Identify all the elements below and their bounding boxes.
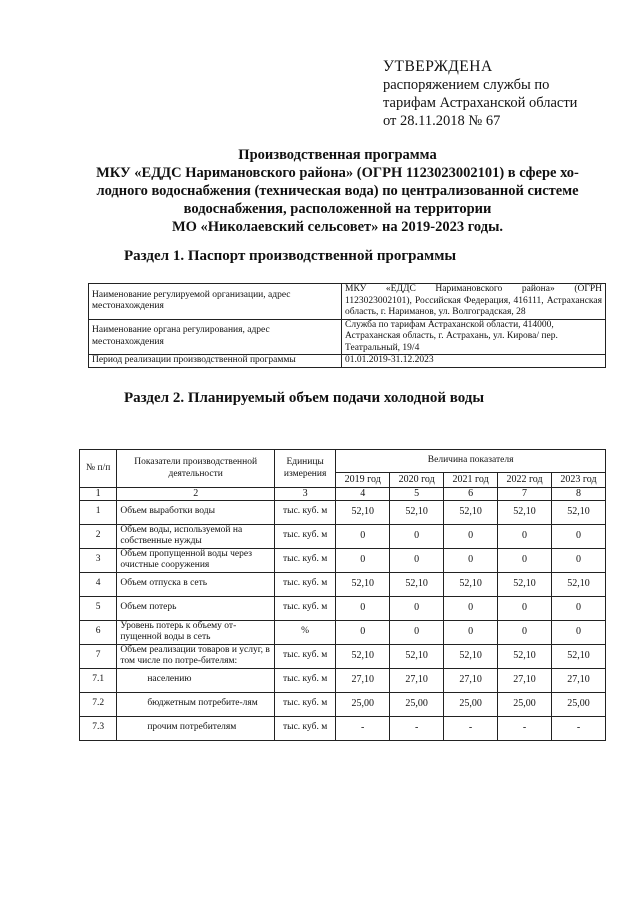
indicator-name: населению bbox=[117, 668, 275, 692]
value-cell: 0 bbox=[336, 548, 390, 572]
indicator-name: прочим потребителям bbox=[117, 716, 275, 740]
col-header-year: 2020 год bbox=[390, 473, 444, 488]
header-row bbox=[80, 450, 606, 473]
row-number: 4 bbox=[80, 572, 117, 596]
unit-cell: тыс. куб. м bbox=[275, 500, 336, 524]
table-row bbox=[80, 716, 606, 740]
value-cell: 0 bbox=[390, 548, 444, 572]
value-cell: 25,00 bbox=[390, 692, 444, 716]
value-cell: 52,10 bbox=[444, 644, 498, 668]
table-row bbox=[80, 596, 606, 620]
passport-value: 01.01.2019-31.12.2023 bbox=[342, 355, 606, 368]
value-cell: - bbox=[336, 716, 390, 740]
approval-line: тарифам Астраханской области bbox=[383, 95, 578, 111]
section-1-title: Раздел 1. Паспорт производственной программы bbox=[124, 248, 457, 264]
value-cell: 0 bbox=[444, 620, 498, 644]
value-cell: 52,10 bbox=[390, 572, 444, 596]
table-row bbox=[80, 620, 606, 644]
value-cell: 52,10 bbox=[336, 644, 390, 668]
value-cell: 0 bbox=[498, 548, 552, 572]
unit-cell: тыс. куб. м bbox=[275, 692, 336, 716]
volume-table bbox=[79, 449, 606, 741]
unit-cell: тыс. куб. м bbox=[275, 596, 336, 620]
value-cell: 0 bbox=[336, 596, 390, 620]
value-cell: 52,10 bbox=[498, 572, 552, 596]
row-number: 7.1 bbox=[80, 668, 117, 692]
unit-cell: тыс. куб. м bbox=[275, 524, 336, 548]
unit-cell: тыс. куб. м bbox=[275, 548, 336, 572]
value-cell: 52,10 bbox=[444, 572, 498, 596]
table-row bbox=[80, 644, 606, 668]
passport-value: Служба по тарифам Астраханской области, 414000, Астраханская область, г. Астрахань, ул. Кирова/ пер. Театральный, 19/4 bbox=[342, 319, 606, 355]
value-cell: 0 bbox=[551, 620, 605, 644]
document-title-line: Производственная программа bbox=[238, 147, 437, 163]
column-number: 1 bbox=[80, 488, 117, 501]
indicator-name: Объем отпуска в сеть bbox=[117, 572, 275, 596]
table-row bbox=[80, 548, 606, 572]
value-cell: 0 bbox=[498, 524, 552, 548]
section-2-title: Раздел 2. Планируемый объем подачи холодной воды bbox=[124, 390, 485, 406]
row-number: 2 bbox=[80, 524, 117, 548]
column-number: 8 bbox=[551, 488, 605, 501]
row-number: 7.2 bbox=[80, 692, 117, 716]
col-header-year: 2023 год bbox=[551, 473, 605, 488]
document-title-line: водоснабжения, расположенной на территории bbox=[183, 201, 492, 217]
value-cell: 0 bbox=[390, 620, 444, 644]
column-number: 2 bbox=[117, 488, 275, 501]
row-number: 1 bbox=[80, 500, 117, 524]
passport-label: Наименование органа регулирования, адрес местонахождения bbox=[89, 319, 342, 355]
unit-cell: тыс. куб. м bbox=[275, 716, 336, 740]
column-number: 4 bbox=[336, 488, 390, 501]
value-cell: 52,10 bbox=[336, 572, 390, 596]
passport-value: МКУ «ЕДДС Наримановского района» (ОГРН 1123023002101), Российская Федерация, 416111, Астраханская область, г. Нариманов, ул. Волгоградская, 28 bbox=[342, 284, 606, 320]
indicator-name: Объем выработки воды bbox=[117, 500, 275, 524]
value-cell: 27,10 bbox=[551, 668, 605, 692]
table-row bbox=[80, 500, 606, 524]
col-header-indicator: Показатели производственной деятельности bbox=[117, 450, 275, 488]
value-cell: 0 bbox=[498, 620, 552, 644]
passport-label: Период реализации производственной программы bbox=[89, 355, 342, 368]
approval-line: распоряжением службы по bbox=[383, 77, 550, 93]
value-cell: 25,00 bbox=[336, 692, 390, 716]
value-cell: - bbox=[444, 716, 498, 740]
value-cell: 52,10 bbox=[336, 500, 390, 524]
document-title bbox=[70, 146, 605, 236]
passport-row bbox=[89, 319, 606, 355]
unit-cell: тыс. куб. м bbox=[275, 644, 336, 668]
row-number: 7 bbox=[80, 644, 117, 668]
row-number: 6 bbox=[80, 620, 117, 644]
value-cell: 52,10 bbox=[498, 644, 552, 668]
table-row bbox=[80, 692, 606, 716]
passport-table bbox=[88, 283, 606, 368]
indicator-name: бюджетным потребите-лям bbox=[117, 692, 275, 716]
column-number: 3 bbox=[275, 488, 336, 501]
row-number: 7.3 bbox=[80, 716, 117, 740]
value-cell: 27,10 bbox=[390, 668, 444, 692]
value-cell: 52,10 bbox=[444, 500, 498, 524]
approval-date: от 28.11.2018 № 67 bbox=[383, 113, 501, 129]
col-header-value: Величина показателя bbox=[336, 450, 606, 473]
col-header-num: № п/п bbox=[80, 450, 117, 488]
column-number: 6 bbox=[444, 488, 498, 501]
indicator-name: Объем потерь bbox=[117, 596, 275, 620]
column-number: 5 bbox=[390, 488, 444, 501]
col-header-year: 2021 год bbox=[444, 473, 498, 488]
value-cell: - bbox=[498, 716, 552, 740]
table-row bbox=[80, 668, 606, 692]
indicator-name: Уровень потерь к объему от-пущенной воды в сеть bbox=[117, 620, 275, 644]
value-cell: 25,00 bbox=[444, 692, 498, 716]
value-cell: 52,10 bbox=[390, 500, 444, 524]
col-header-year: 2019 год bbox=[336, 473, 390, 488]
value-cell: 0 bbox=[390, 524, 444, 548]
value-cell: - bbox=[551, 716, 605, 740]
col-header-unit: Единицы измерения bbox=[275, 450, 336, 488]
indicator-name: Объем воды, используемой на собственные нужды bbox=[117, 524, 275, 548]
value-cell: 52,10 bbox=[551, 644, 605, 668]
unit-cell: тыс. куб. м bbox=[275, 572, 336, 596]
indicator-name: Объем пропущенной воды через очистные сооружения bbox=[117, 548, 275, 572]
passport-label: Наименование регулируемой организации, адрес местонахождения bbox=[89, 284, 342, 320]
approval-stamp bbox=[383, 58, 613, 130]
value-cell: 0 bbox=[444, 524, 498, 548]
value-cell: 27,10 bbox=[336, 668, 390, 692]
value-cell: 27,10 bbox=[498, 668, 552, 692]
value-cell: 0 bbox=[444, 596, 498, 620]
col-header-year: 2022 год bbox=[498, 473, 552, 488]
unit-cell: тыс. куб. м bbox=[275, 668, 336, 692]
value-cell: 0 bbox=[551, 548, 605, 572]
value-cell: 25,00 bbox=[551, 692, 605, 716]
value-cell: 0 bbox=[551, 524, 605, 548]
document-title-line: лодного водоснабжения (техническая вода) по централизованной системе bbox=[96, 183, 579, 199]
value-cell: 52,10 bbox=[551, 500, 605, 524]
row-number: 3 bbox=[80, 548, 117, 572]
indicator-name: Объем реализации товаров и услуг, в том числе по потре-бителям: bbox=[117, 644, 275, 668]
document-title-line: МО «Николаевский сельсовет» на 2019-2023 годы. bbox=[171, 219, 504, 235]
value-cell: 0 bbox=[551, 596, 605, 620]
value-cell: 0 bbox=[444, 548, 498, 572]
value-cell: 0 bbox=[390, 596, 444, 620]
value-cell: 0 bbox=[336, 620, 390, 644]
value-cell: 52,10 bbox=[390, 644, 444, 668]
value-cell: 25,00 bbox=[498, 692, 552, 716]
value-cell: 0 bbox=[498, 596, 552, 620]
passport-row bbox=[89, 284, 606, 320]
value-cell: 52,10 bbox=[551, 572, 605, 596]
value-cell: - bbox=[390, 716, 444, 740]
column-number-row bbox=[80, 488, 606, 501]
table-row bbox=[80, 572, 606, 596]
value-cell: 0 bbox=[336, 524, 390, 548]
value-cell: 52,10 bbox=[498, 500, 552, 524]
table-row bbox=[80, 524, 606, 548]
value-cell: 27,10 bbox=[444, 668, 498, 692]
unit-cell: % bbox=[275, 620, 336, 644]
passport-row bbox=[89, 355, 606, 368]
approval-title: УТВЕРЖДЕНА bbox=[383, 58, 493, 75]
document-title-line: МКУ «ЕДДС Наримановского района» (ОГРН 1123023002101) в сфере хо- bbox=[96, 165, 579, 181]
row-number: 5 bbox=[80, 596, 117, 620]
column-number: 7 bbox=[498, 488, 552, 501]
